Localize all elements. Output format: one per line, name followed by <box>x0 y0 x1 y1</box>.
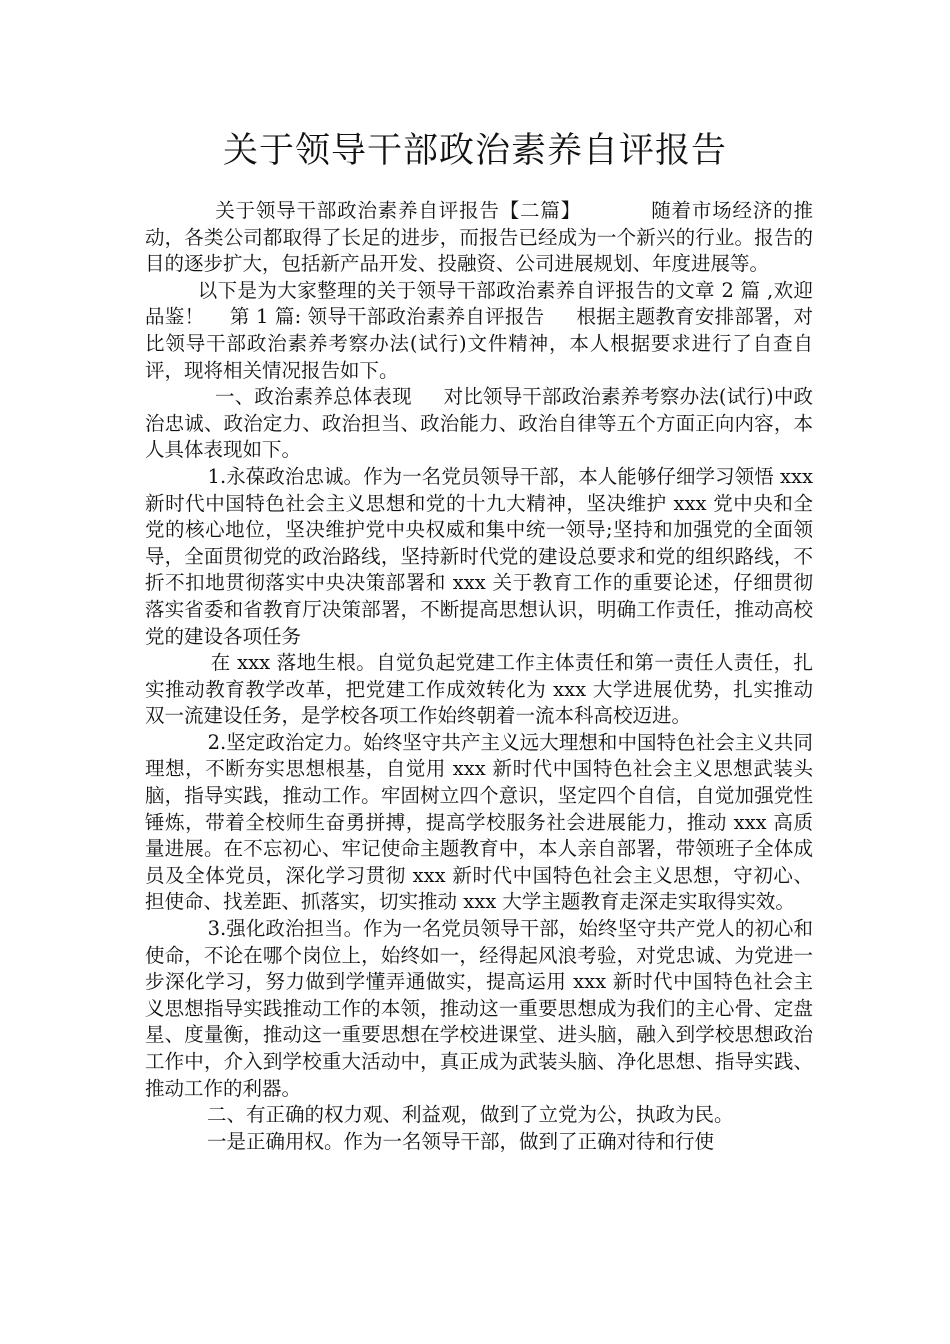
paragraph-item-2: 2.坚定政治定力。始终坚守共产主义远大理想和中国特色社会主义共同理想，不断夯实思想根基，自觉用 xxx 新时代中国特色社会主义思想武装头脑，指导实践，推动工作。牢固树立四个意识，坚定四个自信，自觉加强党性锤炼，带着全校师生奋勇拼搏，提高学校服务社会进展能力，推动 xxx 高质量进展。在不忘初心、牢记使命主题教育中，本人亲自部署，带领班子全体成员及全体党员，深化学习贯彻 xxx 新时代中国特色社会主义思想，守初心、担使命、找差距、抓落实，切实推动 xxx 大学主题教育走深走实取得实效。 <box>145 730 813 914</box>
paragraph-section-two-item-1: 一是正确用权。作为一名领导干部，做到了正确对待和行使 <box>145 1129 715 1153</box>
document-title: 关于领导干部政治素养自评报告 <box>222 131 727 171</box>
paragraph-section-two: 二、有正确的权力观、利益观，做到了立党为公，执政为民。 <box>145 1103 734 1127</box>
paragraph-item-1: 1.永葆政治忠诚。作为一名党员领导干部，本人能够仔细学习领悟 xxx 新时代中国特色社会主义思想和党的十九大精神，坚决维护 xxx 党中央和全党的核心地位，坚决维护党中央权威和集中统一领导;坚持和加强党的全面领导，全面贯彻党的政治路线，坚持新时代党的建设总要求和党的组织路线，不折不扣地贯彻落实中央决策部署和 xxx 关于教育工作的重要论述，仔细贯彻落实省委和省教育厅决策部署，不断提高思想认识，明确工作责任，推动高校党的建设各项任务 <box>145 464 820 648</box>
paragraph-item-1-cont: 在 xxx 落地生根。自觉负起党建工作主体责任和第一责任人责任，扎实推动教育教学改革，把党建工作成效转化为 xxx 大学进展优势，扎实推动双一流建设任务，是学校各项工作始终朝着一流本科高校迈进。 <box>145 651 813 728</box>
paragraph-section-one: 一、政治素养总体表现 对比领导干部政治素养考察办法(试行)中政治忠诚、政治定力、政治担当、政治能力、政治自律等五个方面正向内容，本人具体表现如下。 <box>145 385 813 462</box>
paragraph-item-3: 3.强化政治担当。作为一名党员领导干部，始终坚守共产党人的初心和使命，不论在哪个岗位上，始终如一，经得起风浪考验，对党忠诚、为党进一步深化学习，努力做到学懂弄通做实，提高运用 xxx 新时代中国特色社会主义思想指导实践推动工作的本领，推动这一重要思想成为我们的主心骨、定盘星、度量衡，推动这一重要思想在学校进课堂、进头脑，融入到学校思想政治工作中，介入到学校重大活动中，真正成为武装头脑、净化思想、指导实践、推动工作的利器。 <box>145 917 813 1100</box>
document-body <box>145 198 820 1155</box>
paragraph-overview: 以下是为大家整理的关于领导干部政治素养自评报告的文章 2 篇 ,欢迎品鉴！ 第 1 篇: 领导干部政治素养自评报告 根据主题教育安排部署，对比领导干部政治素养考察办法(试行)文件精神，本人根据要求进行了自查自评，现将相关情况报告如下。 <box>145 278 813 382</box>
paragraph-intro: 关于领导干部政治素养自评报告【二篇】 随着市场经济的推动，各类公司都取得了长足的进步，而报告已经成为一个新兴的行业。报告的目的逐步扩大，包括新产品开发、投融资、公司进展规划、年度进展等。 <box>145 199 813 276</box>
